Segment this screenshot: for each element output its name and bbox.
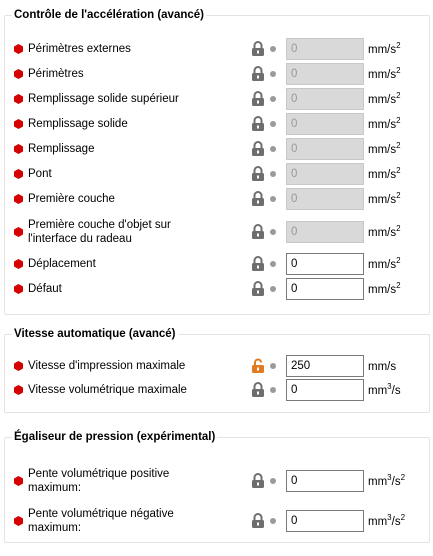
section-acceleration	[4, 8, 430, 315]
reset-dot-icon[interactable]	[270, 121, 276, 127]
unit-label	[368, 384, 401, 398]
required-marker-icon	[14, 169, 23, 178]
unit-exponent: 2	[396, 41, 401, 50]
setting-row	[4, 113, 430, 135]
value-input: 0	[286, 113, 364, 135]
lock-icon[interactable]	[251, 382, 265, 398]
setting-row	[4, 355, 430, 377]
unit-label	[368, 515, 405, 529]
unit-exponent: 2	[396, 66, 401, 75]
section-title: Égaliseur de pression (expérimental)	[14, 431, 216, 443]
unit-exponent: 2	[396, 224, 401, 233]
unit-exponent: 3	[387, 382, 392, 391]
setting-row	[4, 38, 430, 60]
reset-dot-icon[interactable]	[270, 196, 276, 202]
unit-label	[368, 143, 401, 157]
unit-base: mm	[368, 385, 388, 397]
required-marker-icon	[14, 194, 23, 203]
unit-exponent: 2	[396, 191, 401, 200]
unit-exponent: 2	[396, 166, 401, 175]
unit-exponent: 3	[387, 513, 392, 522]
setting-label: Remplissage	[28, 143, 95, 155]
unit-base: mm/s	[368, 119, 397, 131]
setting-row	[4, 278, 430, 300]
unit-exponent: 2	[396, 91, 401, 100]
reset-dot-icon[interactable]	[270, 286, 276, 292]
unit-label	[368, 258, 401, 272]
setting-label: Première couche	[28, 193, 115, 205]
setting-label: Remplissage solide supérieur	[28, 93, 179, 105]
section-pressure-equalizer	[4, 430, 430, 543]
setting-row	[4, 253, 430, 275]
unit-label	[368, 68, 401, 82]
setting-label: Vitesse volumétrique maximale	[28, 384, 187, 396]
lock-icon[interactable]	[251, 41, 265, 57]
setting-label: Remplissage solide	[28, 118, 128, 130]
unit-base: mm/s	[368, 227, 397, 239]
required-marker-icon	[14, 44, 23, 53]
reset-dot-icon[interactable]	[270, 261, 276, 267]
setting-label: Périmètres externes	[28, 43, 131, 55]
setting-label: Pont	[28, 168, 52, 180]
unit-exponent: 2	[396, 116, 401, 125]
required-marker-icon	[14, 476, 23, 485]
unit-base: mm/s	[368, 284, 397, 296]
value-input: 0	[286, 88, 364, 110]
setting-label: Vitesse d'impression maximale	[28, 360, 186, 372]
unit-label	[368, 93, 401, 107]
reset-dot-icon[interactable]	[270, 363, 276, 369]
value-input: 0	[286, 163, 364, 185]
reset-dot-icon[interactable]	[270, 46, 276, 52]
unit-label	[368, 168, 401, 182]
setting-label: Périmètres	[28, 68, 84, 80]
unit-base: mm/s	[368, 169, 397, 181]
required-marker-icon	[14, 144, 23, 153]
setting-row	[4, 138, 430, 160]
reset-dot-icon[interactable]	[270, 146, 276, 152]
unlocked-lock-icon[interactable]	[251, 358, 265, 374]
required-marker-icon	[14, 361, 23, 370]
reset-dot-icon[interactable]	[270, 71, 276, 77]
reset-dot-icon[interactable]	[270, 96, 276, 102]
value-input: 0	[286, 63, 364, 85]
required-marker-icon	[14, 94, 23, 103]
lock-icon[interactable]	[251, 141, 265, 157]
required-marker-icon	[14, 227, 23, 236]
reset-dot-icon[interactable]	[270, 478, 276, 484]
section-title: Vitesse automatique (avancé)	[14, 328, 176, 340]
setting-label: Défaut	[28, 283, 62, 295]
unit-label	[368, 193, 401, 207]
unit-base: mm/s	[368, 194, 397, 206]
unit-label	[368, 475, 405, 489]
unit-exponent: 3	[387, 473, 392, 482]
unit-base: mm/s	[368, 44, 397, 56]
lock-icon[interactable]	[251, 166, 265, 182]
value-input[interactable]: 0	[286, 470, 364, 492]
value-input: 0	[286, 221, 364, 243]
lock-icon[interactable]	[251, 473, 265, 489]
unit-label	[368, 283, 401, 297]
unit-tail: /s	[391, 476, 401, 488]
setting-row	[4, 163, 430, 185]
unit-label	[368, 43, 401, 57]
lock-icon[interactable]	[251, 116, 265, 132]
unit-exponent-2: 2	[400, 513, 406, 522]
value-input[interactable]: 0	[286, 253, 364, 275]
lock-icon[interactable]	[251, 281, 265, 297]
lock-icon[interactable]	[251, 66, 265, 82]
setting-row	[4, 503, 430, 539]
section-auto-speed	[4, 327, 430, 413]
required-marker-icon	[14, 284, 23, 293]
value-input: 0	[286, 188, 364, 210]
required-marker-icon	[14, 385, 23, 394]
value-input: 0	[286, 138, 364, 160]
setting-row	[4, 88, 430, 110]
lock-icon[interactable]	[251, 191, 265, 207]
setting-row	[4, 214, 430, 250]
unit-label	[368, 118, 401, 132]
reset-dot-icon[interactable]	[270, 229, 276, 235]
unit-tail: /s	[391, 516, 401, 528]
lock-icon[interactable]	[251, 91, 265, 107]
setting-label: Première couche d'objet sur l'interface du radeau	[28, 219, 171, 245]
unit-base: mm/s	[368, 94, 397, 106]
unit-base: mm	[368, 476, 388, 488]
lock-icon[interactable]	[251, 513, 265, 529]
value-input[interactable]: 250	[286, 355, 364, 377]
setting-label: Pente volumétrique positive maximum:	[28, 468, 170, 494]
setting-row	[4, 463, 430, 499]
unit-exponent-2: 2	[400, 473, 406, 482]
reset-dot-icon[interactable]	[270, 387, 276, 393]
setting-label: Pente volumétrique négative maximum:	[28, 508, 174, 534]
setting-row	[4, 188, 430, 210]
unit-exponent: 2	[396, 141, 401, 150]
reset-dot-icon[interactable]	[270, 171, 276, 177]
unit-base: mm/s	[368, 259, 397, 271]
setting-label: Déplacement	[28, 258, 96, 270]
setting-row	[4, 379, 430, 401]
section-title: Contrôle de l'accélération (avancé)	[14, 9, 204, 21]
unit-label	[368, 226, 401, 240]
lock-icon[interactable]	[251, 224, 265, 240]
unit-label	[368, 360, 396, 374]
unit-base: mm/s	[368, 361, 397, 373]
required-marker-icon	[14, 69, 23, 78]
value-input[interactable]: 0	[286, 278, 364, 300]
required-marker-icon	[14, 259, 23, 268]
reset-dot-icon[interactable]	[270, 518, 276, 524]
required-marker-icon	[14, 119, 23, 128]
lock-icon[interactable]	[251, 256, 265, 272]
value-input: 0	[286, 38, 364, 60]
unit-exponent: 2	[396, 281, 401, 290]
setting-row	[4, 63, 430, 85]
required-marker-icon	[14, 516, 23, 525]
unit-base: mm	[368, 516, 388, 528]
value-input[interactable]: 0	[286, 510, 364, 532]
unit-tail: /s	[391, 385, 401, 397]
value-input[interactable]: 0	[286, 379, 364, 401]
unit-exponent: 2	[396, 256, 401, 265]
unit-base: mm/s	[368, 69, 397, 81]
unit-base: mm/s	[368, 144, 397, 156]
